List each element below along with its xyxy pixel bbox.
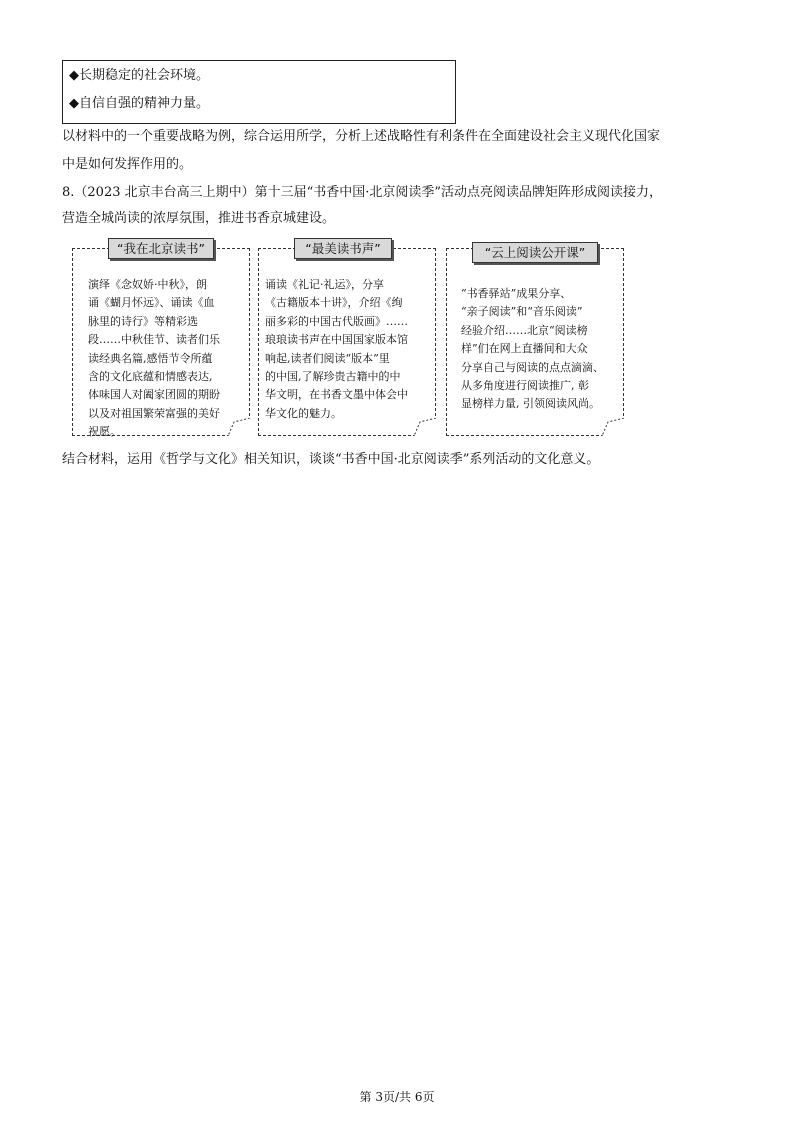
card-line: 经验介绍……北京“阅读榜 bbox=[461, 323, 588, 337]
card-line: 响起,读者们阅读“版本”里 bbox=[265, 351, 390, 365]
card-line: 《古籍版本十讲》，介绍《绚 bbox=[265, 296, 403, 310]
card-line: 祝愿。 bbox=[88, 425, 121, 439]
card-line: 诵读《礼记·礼运》，分享 bbox=[265, 278, 384, 291]
card-line: 华文化的魅力。 bbox=[265, 406, 342, 420]
folded-corner-icon bbox=[602, 418, 624, 436]
card-body bbox=[461, 285, 604, 414]
card-line: 读经典名篇,感悟节令所蕴 bbox=[88, 351, 213, 365]
card-line: 体味国人对阖家团圆的期盼 bbox=[88, 388, 220, 402]
card-line: 琅琅读书声在中国国家版本馆 bbox=[265, 333, 408, 347]
card-line: 演绎《念奴娇·中秋》，朗 bbox=[88, 278, 207, 291]
card-line: 华文明，在书香文墨中体会中 bbox=[265, 388, 408, 402]
card-line: 显榜样力量, 引领阅读风尚。 bbox=[461, 397, 600, 411]
card-line: 以及对祖国繁荣富强的美好 bbox=[88, 406, 220, 420]
card-line: 从多角度进行阅读推广, 彰 bbox=[461, 378, 589, 392]
page-number: 第 3页/共 6页 bbox=[359, 1090, 435, 1104]
question-8-heading: 8.（2023 北京丰台高三上期中）第十三届“书香中国·北京阅读季”活动点亮阅读品牌矩阵形成阅读接力， bbox=[62, 185, 663, 200]
bullet-item: ◆自信自强的精神力量。 bbox=[69, 96, 209, 111]
card-body bbox=[265, 276, 408, 423]
card-line: 脉里的诗行》等精彩选 bbox=[88, 314, 198, 328]
card-line: 样”们在网上直播间和大众 bbox=[461, 342, 588, 356]
card-title: “最美读书声” bbox=[294, 238, 392, 259]
card-line: “书香驿站”成果分享、 bbox=[461, 287, 572, 300]
material-box bbox=[62, 60, 456, 124]
folded-corner-icon bbox=[414, 418, 436, 436]
card-line: 诵《蝴月怀远》、诵读《血 bbox=[88, 296, 215, 310]
question-prompt: 结合材料，运用《哲学与文化》相关知识，谈谈“书香中国·北京阅读季”系列活动的文化意义。 bbox=[62, 452, 600, 467]
question-text: 中是如何发挥作用的。 bbox=[62, 157, 193, 172]
card-line: 分享自己与阅读的点点滴滴、 bbox=[461, 360, 604, 374]
card-line: 段……中秋佳节、读者们乐 bbox=[88, 333, 220, 347]
card-line: “亲子阅读”和“音乐阅读” bbox=[461, 305, 583, 319]
folded-corner-icon bbox=[228, 418, 250, 436]
card-line: 含的文化底蕴和情感表达, bbox=[88, 369, 213, 383]
card-line: 丽多彩的中国古代版画》…… bbox=[265, 314, 408, 328]
card-body bbox=[88, 276, 220, 442]
card-title: “云上阅读公开课” bbox=[472, 242, 598, 263]
question-8-text: 营造全城尚读的浓厚氛围，推进书香京城建设。 bbox=[62, 211, 336, 226]
question-text: 以材料中的一个重要战略为例，综合运用所学，分析上述战略性有利条件在全面建设社会主义现代化国家 bbox=[62, 129, 661, 144]
card-title: “我在北京读书” bbox=[108, 238, 214, 259]
bullet-item: ◆长期稳定的社会环境。 bbox=[69, 68, 209, 83]
card-line: 的中国,了解珍贵古籍中的中 bbox=[265, 369, 401, 383]
